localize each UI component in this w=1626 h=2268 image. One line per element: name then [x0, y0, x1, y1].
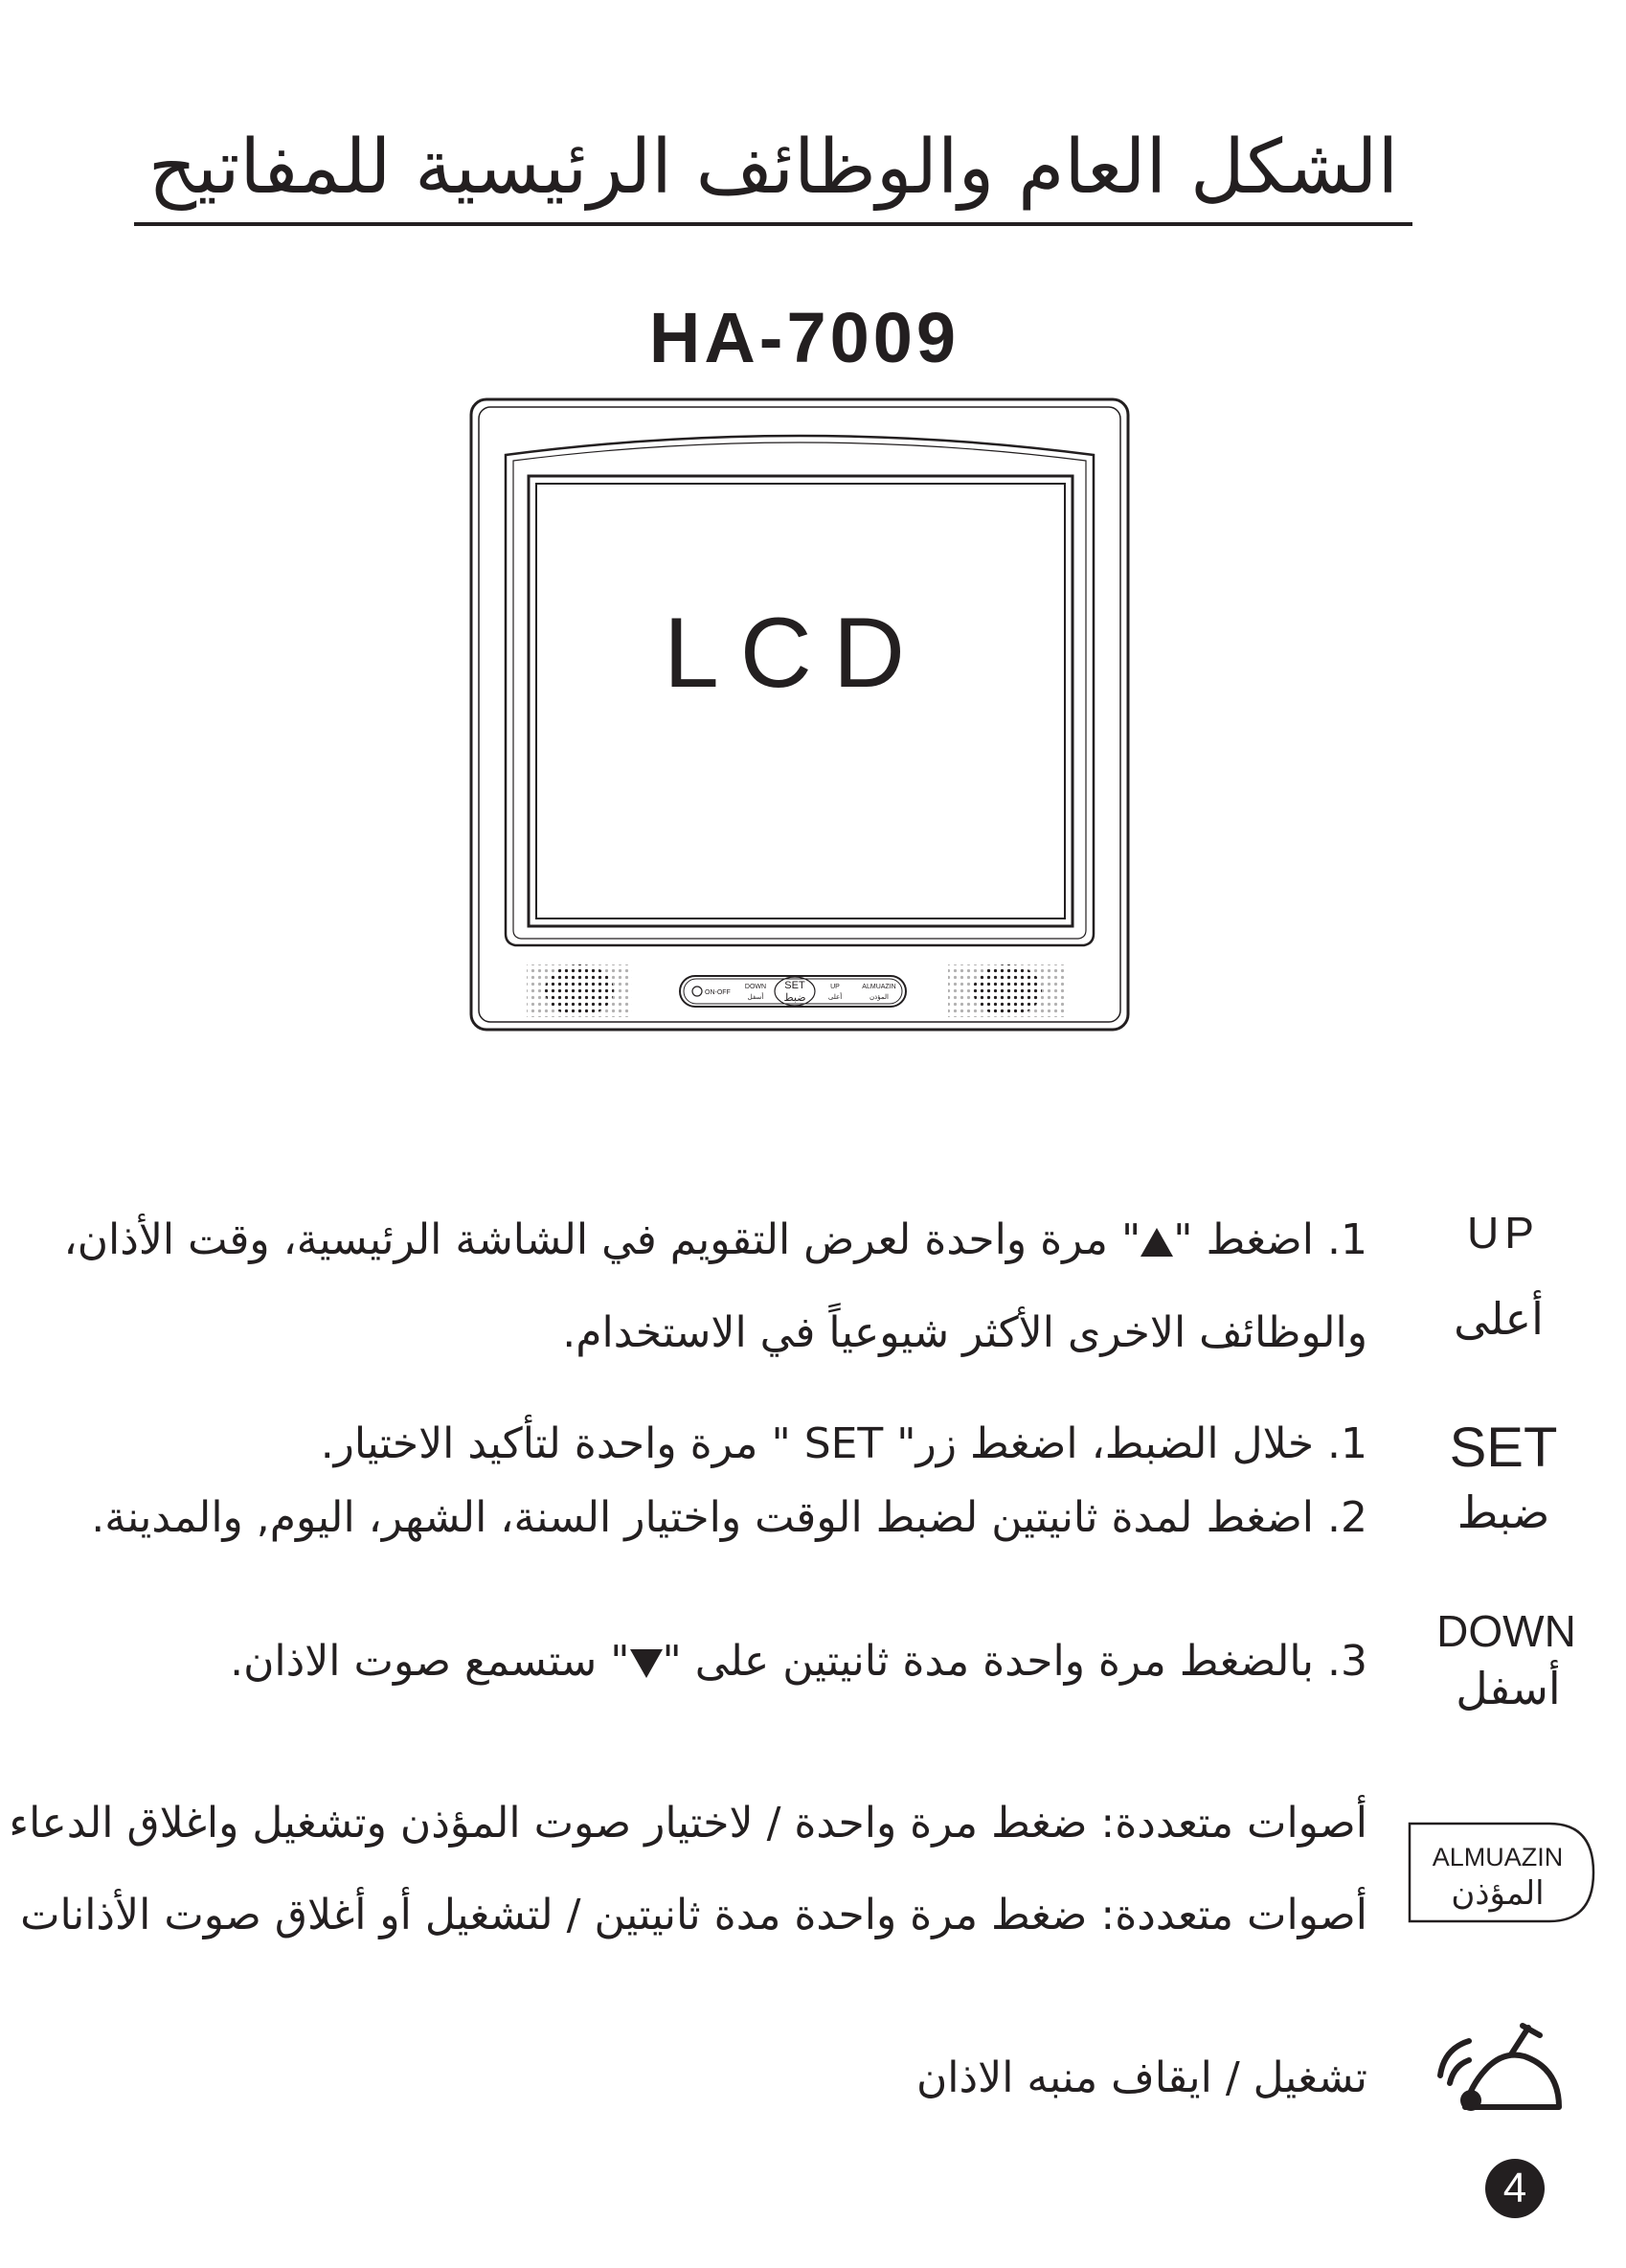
up-label-en: UP: [830, 984, 840, 990]
almuazin-label-en: ALMUAZIN: [862, 984, 896, 990]
down-label-en: DOWN: [744, 984, 767, 990]
device-illustration: [469, 397, 1130, 1034]
almuazin-line-2: أصوات متعددة: ضغط مرة واحدة مدة ثانيتين / لتشغيل أو أغلاق صوت الأذانات: [20, 1891, 1367, 1939]
speaker-right: [948, 964, 1068, 1017]
almuazin-line-1: أصوات متعددة: ضغط مرة واحدة / لاختيار صوت المؤذن وتشغيل واغلاق الدعاء: [9, 1799, 1367, 1848]
almuazin-key-badge: [1406, 1820, 1597, 1925]
alarm-line-1: تشغيل / ايقاف منبه الاذان: [915, 2053, 1367, 2102]
on-off-label: ON-OFF: [705, 989, 731, 996]
set-key-label-ar: ضبط: [1457, 1486, 1550, 1538]
down-line-1-pre: 3. بالضغط مرة واحدة مدة ثانيتين على ": [662, 1637, 1367, 1686]
almuazin-key-label-en: ALMUAZIN: [1432, 1843, 1564, 1871]
page-title: الشكل العام والوظائف الرئيسية للمفاتيح: [134, 115, 1412, 226]
down-label-ar: أسفل: [747, 994, 764, 1001]
set-line-2: 2. اضغط لمدة ثانيتين لضبط الوقت واختيار السنة، الشهر، اليوم, والمدينة.: [91, 1493, 1367, 1542]
down-key-label-en: DOWN: [1436, 1606, 1576, 1656]
almuazin-button[interactable]: [862, 984, 895, 1001]
up-button[interactable]: [828, 984, 842, 1001]
up-line-2: والوظائف الاخرى الأكثر شيوعياً في الاستخدام.: [562, 1308, 1367, 1357]
set-line-1: 1. خلال الضبط، اضغط زر" SET " مرة واحدة لتأكيد الاختيار.: [320, 1419, 1367, 1468]
down-key-label-ar: أسفل: [1456, 1663, 1561, 1714]
set-label-ar: ضبط: [783, 992, 806, 1004]
model-number: HA-7009: [648, 298, 960, 377]
set-key-label-en: SET: [1449, 1417, 1558, 1479]
on-off-button[interactable]: [692, 987, 731, 996]
up-label-ar: أعلى: [827, 994, 843, 1001]
device-case: [471, 399, 1128, 1030]
up-triangle-icon: [1140, 1228, 1173, 1257]
down-button[interactable]: [745, 984, 766, 1001]
up-key-label-ar: أعلى: [1454, 1293, 1544, 1345]
set-label-en: SET: [784, 980, 805, 991]
up-line-1-pre: 1. اضغط ": [1173, 1215, 1367, 1264]
up-line-1-post: " مرة واحدة لعرض التقويم في الشاشة الرئيسية، وقت الأذان،: [63, 1215, 1141, 1264]
down-line-1-post: " ستسمع صوت الاذان.: [230, 1637, 630, 1686]
up-line-1: [64, 1212, 1368, 1269]
down-triangle-icon: [630, 1649, 663, 1678]
almuazin-key-label-ar: المؤذن: [1451, 1874, 1545, 1913]
lcd-label: LCD: [663, 598, 927, 709]
page-number: 4: [1485, 2159, 1545, 2218]
down-line-1: [230, 1633, 1367, 1690]
speaker-left: [527, 964, 632, 1017]
almuazin-label-ar: المؤذن: [869, 994, 889, 1001]
alarm-bell-icon: [1436, 2016, 1570, 2121]
set-button[interactable]: [775, 977, 815, 1006]
up-key-label-en: UP: [1467, 1208, 1540, 1258]
